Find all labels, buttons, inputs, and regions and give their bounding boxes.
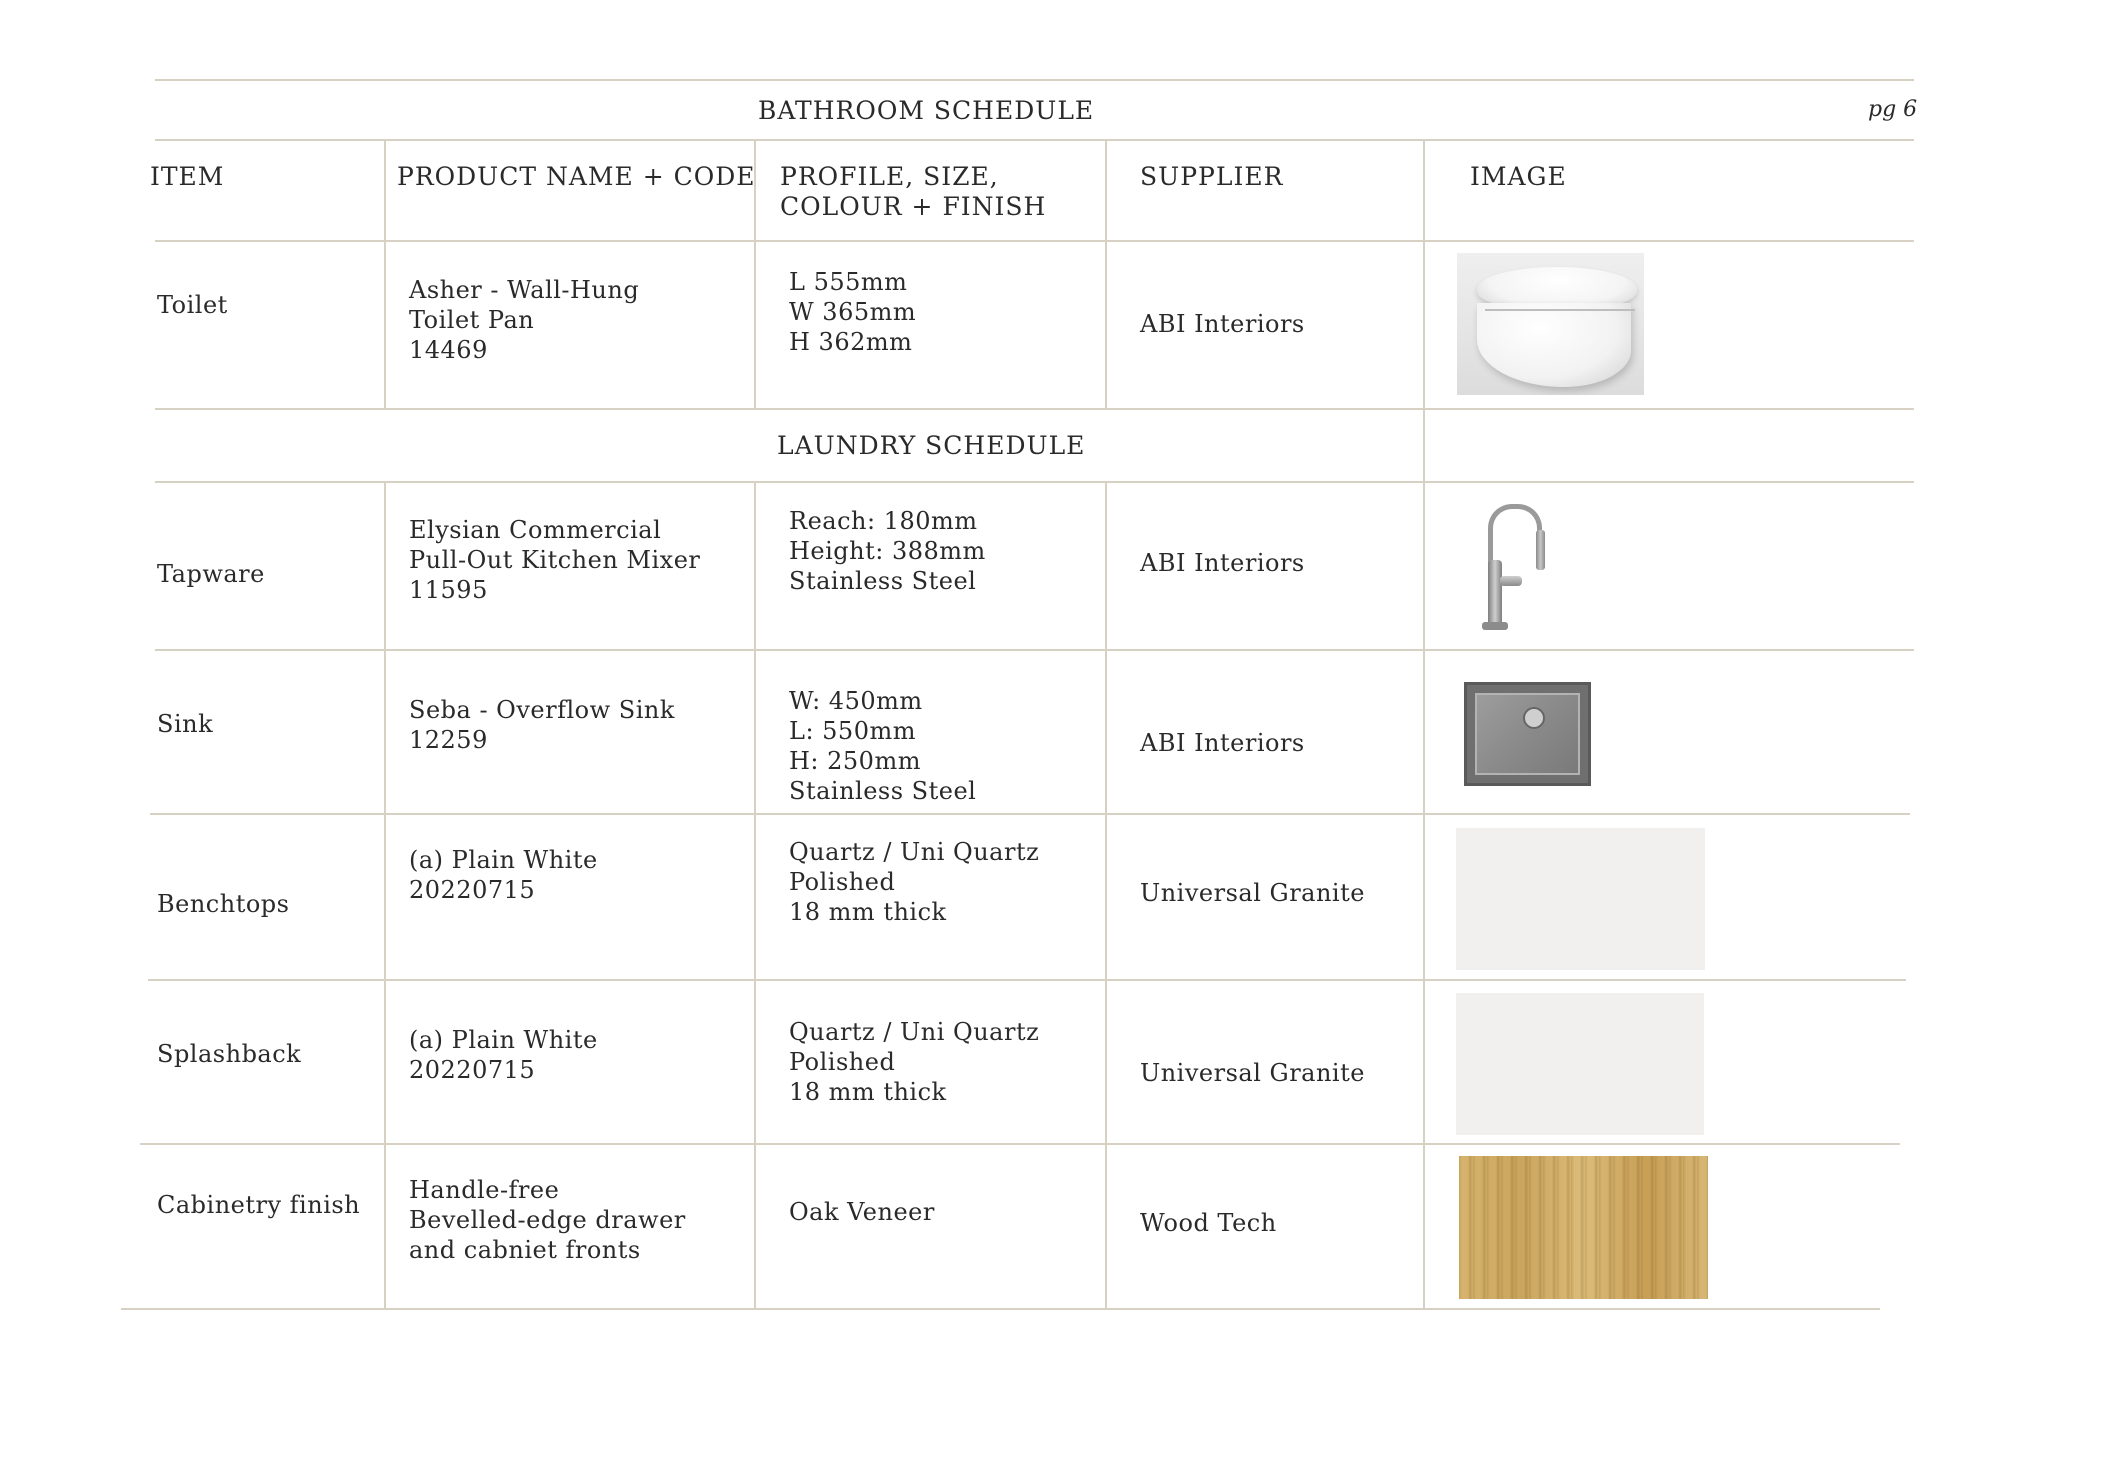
benchtops-product: (a) Plain White 20220715 [409,846,598,904]
sink-drain [1523,707,1545,729]
benchtops-supplier: Universal Granite [1140,879,1365,907]
sink-image [1464,682,1591,786]
splashback-product: (a) Plain White 20220715 [409,1026,598,1084]
rule-benchtops-bottom [148,979,1906,981]
header-product: PRODUCT NAME + CODE [397,162,756,191]
splashback-quartz-swatch [1456,993,1704,1135]
header-image: IMAGE [1470,162,1567,191]
rule-header-bottom [155,240,1914,242]
col-divider-3b [1105,482,1107,1309]
benchtops-profile: Quartz / Uni Quartz Polished 18 mm thick [789,838,1040,926]
col-divider-1 [384,140,386,408]
benchtops-quartz-swatch [1456,828,1705,970]
tapware-supplier: ABI Interiors [1140,549,1305,577]
sink-basin [1475,693,1580,775]
tap-base [1482,622,1508,630]
sink-item: Sink [157,710,214,738]
cabinetry-profile: Oak Veneer [789,1198,935,1226]
bathroom-schedule-title: BATHROOM SCHEDULE [758,96,1095,125]
header-supplier: SUPPLIER [1140,162,1284,191]
tap-image [1476,500,1556,632]
header-item: ITEM [150,162,225,191]
rule-tapware-bottom [155,649,1914,651]
laundry-schedule-title: LAUNDRY SCHEDULE [777,431,1086,460]
cabinetry-supplier: Wood Tech [1140,1209,1277,1237]
col-divider-3 [1105,140,1107,408]
toilet-bowl [1477,303,1631,387]
tap-handle [1500,576,1522,586]
toilet-seat-line [1485,309,1635,311]
cabinetry-product: Handle-free Bevelled-edge drawer and cabniet fronts [409,1176,686,1264]
sink-product: Seba - Overflow Sink 12259 [409,696,675,754]
tapware-product: Elysian Commercial Pull-Out Kitchen Mixer 11595 [409,516,701,604]
page-number: pg 6 [1868,97,1918,122]
col-divider-4 [1423,140,1425,1309]
toilet-image [1457,253,1644,395]
rule-title-bottom [155,139,1914,141]
col-divider-1b [384,482,386,1309]
rule-top [155,79,1914,81]
sink-profile: W: 450mm L: 550mm H: 250mm Stainless Steel [789,687,977,805]
cabinetry-oak-swatch [1459,1156,1708,1299]
sink-supplier: ABI Interiors [1140,729,1305,757]
tapware-profile: Reach: 180mm Height: 388mm Stainless Steel [789,507,986,595]
tapware-item: Tapware [157,560,265,588]
splashback-item: Splashback [157,1040,302,1068]
toilet-item: Toilet [157,291,228,319]
splashback-profile: Quartz / Uni Quartz Polished 18 mm thick [789,1018,1040,1106]
toilet-supplier: ABI Interiors [1140,310,1305,338]
cabinetry-item: Cabinetry finish [157,1191,361,1219]
tap-nozzle [1536,530,1545,570]
benchtops-item: Benchtops [157,890,290,918]
rule-toilet-bottom [155,408,1914,410]
splashback-supplier: Universal Granite [1140,1059,1365,1087]
toilet-product: Asher - Wall-Hung Toilet Pan 14469 [409,276,640,364]
col-divider-2b [754,482,756,1309]
header-profile: PROFILE, SIZE, COLOUR + FINISH [780,162,1047,221]
tap-body [1488,560,1502,626]
rule-sink-bottom [150,813,1910,815]
rule-splashback-bottom [140,1143,1900,1145]
rule-laundry-bottom [155,481,1914,483]
toilet-profile: L 555mm W 365mm H 362mm [789,268,917,356]
